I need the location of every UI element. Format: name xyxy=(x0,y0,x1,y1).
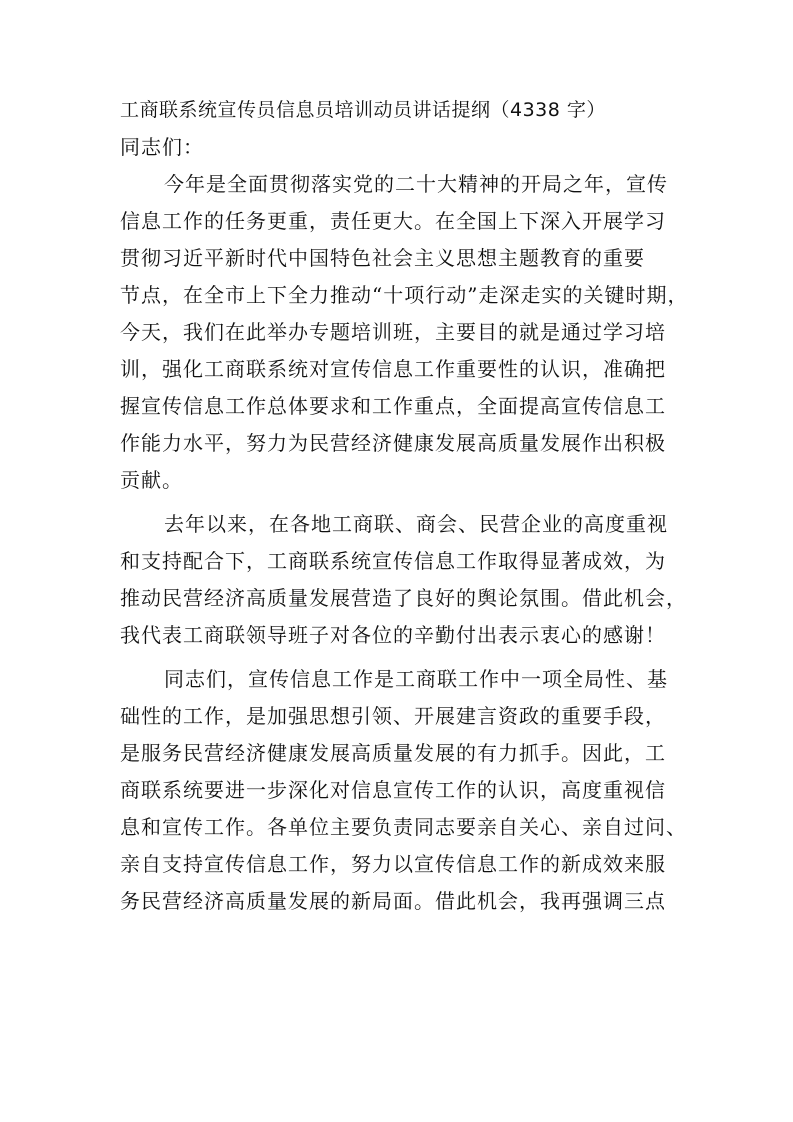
paragraph-line: 我代表工商联领导班子对各位的辛勤付出表示衷心的感谢！ xyxy=(120,623,666,647)
paragraph-line: 是服务民营经济健康发展高质量发展的有力抓手。因此，工 xyxy=(120,741,666,765)
paragraph-1 xyxy=(120,166,689,499)
paragraph-line: 今天，我们在此举办专题培训班，主要目的就是通过学习培 xyxy=(120,320,666,344)
paragraph-line: 和支持配合下，工商联系统宣传信息工作取得显著成效，为 xyxy=(120,549,666,573)
paragraph-line: 作能力水平，努力为民营经济健康发展高质量发展作出积极 xyxy=(120,431,666,455)
paragraph-line: 节点，在全市上下全力推动“十项行动”走深走实的关键时期， xyxy=(120,283,689,307)
paragraph-line: 息和宣传工作。各单位主要负责同志要亲自关心、亲自过问、 xyxy=(120,815,687,839)
paragraph-line: 亲自支持宣传信息工作，努力以宣传信息工作的新成效来服 xyxy=(120,852,666,876)
salutation: 同志们： xyxy=(120,135,204,159)
paragraph-line: 推动民营经济高质量发展营造了良好的舆论氛围。借此机会， xyxy=(120,586,687,610)
paragraph-line: 握宣传信息工作总体要求和工作重点，全面提高宣传信息工 xyxy=(120,394,666,418)
document-body xyxy=(120,92,689,920)
paragraph-line: 商联系统要进一步深化对信息宣传工作的认识，高度重视信 xyxy=(120,778,666,802)
paragraph-line: 础性的工作，是加强思想引领、开展建言资政的重要手段， xyxy=(120,704,666,728)
paragraph-line: 贡献。 xyxy=(120,468,183,492)
paragraph-3 xyxy=(120,661,687,920)
paragraph-line: 信息工作的任务更重，责任更大。在全国上下深入开展学习 xyxy=(120,209,666,233)
document-title: 工商联系统宣传员信息员培训动员讲话提纲（4338 字） xyxy=(120,99,606,121)
paragraph-line: 今年是全面贯彻落实党的二十大精神的开局之年，宣传 xyxy=(164,172,668,196)
paragraph-2 xyxy=(120,506,687,654)
paragraph-line: 同志们，宣传信息工作是工商联工作中一项全局性、基 xyxy=(164,667,668,691)
paragraph-line: 务民营经济高质量发展的新局面。借此机会，我再强调三点 xyxy=(120,889,666,913)
paragraph-line: 去年以来，在各地工商联、商会、民营企业的高度重视 xyxy=(164,512,668,536)
paragraph-line: 训，强化工商联系统对宣传信息工作重要性的认识，准确把 xyxy=(120,357,666,381)
paragraph-line: 贯彻习近平新时代中国特色社会主义思想主题教育的重要 xyxy=(120,246,645,270)
